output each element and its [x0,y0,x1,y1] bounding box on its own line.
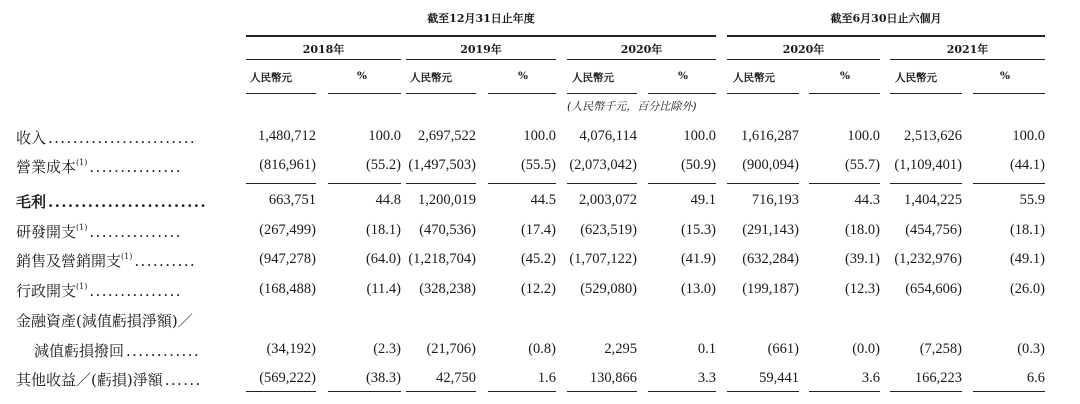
cell-amount: (900,094) [742,157,799,173]
row-label-text: 減值虧損撥回 [34,342,125,360]
rule-subtotal [488,183,556,184]
col-header-rmb-2020: 人民幣元 [572,72,614,84]
cell-amount: 130,866 [589,370,637,386]
rule-bottom [648,391,716,392]
cell-percent: (0.0) [852,341,880,357]
cell-percent: (45.2) [520,251,556,267]
cell-amount: (1,218,704) [408,251,476,267]
rule-sub [567,93,637,94]
year-header-2020-h1: 2020年 [782,43,825,56]
cell-amount: 59,441 [759,370,799,386]
rule-subtotal [406,183,476,184]
cell-amount: (470,536) [419,222,476,238]
cell-percent: 44.5 [530,192,556,208]
cell-percent: (44.1) [1009,157,1045,173]
year-header-2019: 2019年 [460,43,502,56]
cell-amount: (199,187) [742,281,799,297]
dot-leader: ............... [89,282,182,300]
cell-percent: (55.2) [365,157,401,173]
cell-amount: (947,278) [259,251,316,267]
cell-amount: (34,192) [266,341,316,357]
group-header-full-year: 截至12月31日止年度 [427,12,535,25]
rule-sub [406,93,476,94]
col-header-rmb-2020-h1: 人民幣元 [733,72,775,84]
row-label [16,156,182,177]
rule-subtotal [246,183,316,184]
cell-percent: (50.9) [680,157,716,173]
footnote-marker: (1) [76,223,88,232]
cell-percent: (11.4) [366,281,401,297]
cell-percent: (17.4) [520,222,556,238]
rule-six-months [727,35,1045,37]
cell-amount: 1,404,225 [904,192,962,208]
cell-percent: (15.3) [680,222,716,238]
cell-amount: (1,707,122) [569,251,637,267]
cell-percent: 100.0 [1012,128,1045,144]
rule-sub [890,93,962,94]
rule-full-year [246,35,716,37]
dot-leader: ............ [126,342,201,360]
footnote-marker: (1) [76,158,88,167]
unit-note: (人民幣千元，百分比除外) [567,100,697,113]
cell-percent: 100.0 [683,128,716,144]
cell-amount: (1,109,401) [894,157,962,173]
cell-percent: (55.7) [844,157,880,173]
cell-percent: 100.0 [368,128,401,144]
rule-bottom [809,391,880,392]
cell-percent: 44.8 [375,192,401,208]
cell-percent: 3.6 [861,370,880,386]
row-label-text: 營業成本 [16,158,77,176]
cell-amount: 4,076,114 [579,128,637,144]
cell-percent: (18.1) [365,222,401,238]
footnote-marker: (1) [76,282,88,291]
cell-amount: (454,756) [905,222,962,238]
cell-amount: (623,519) [580,222,637,238]
year-header-2020: 2020年 [620,43,663,56]
dot-leader: ........................ [48,193,207,211]
cell-percent: (0.3) [1017,341,1045,357]
rule-bottom [406,391,476,392]
cell-percent: (55.5) [520,157,556,173]
rule-subtotal [328,183,401,184]
rule-subtotal [648,183,716,184]
col-header-pct-2019: % [518,70,528,82]
cell-percent: 100.0 [523,128,556,144]
cell-amount: (267,499) [259,222,316,238]
rule-subtotal [809,183,880,184]
row-label-text: 毛利 [16,193,47,211]
rule-2021-h1 [890,59,1045,60]
dot-leader: ...... [164,371,202,389]
cell-amount: (328,238) [419,281,476,297]
col-header-rmb-2021-h1: 人民幣元 [895,72,937,84]
row-label [16,369,202,390]
cell-percent: 49.1 [690,192,716,208]
row-label-text: 收入 [16,129,47,147]
cell-percent: (12.3) [844,281,880,297]
rule-sub [973,93,1045,94]
year-header-2021-h1: 2021年 [946,43,989,56]
cell-percent: 0.1 [697,341,716,357]
cell-amount: (1,497,503) [408,157,476,173]
dot-leader: ............... [89,223,182,241]
row-label-text: 銷售及營銷開支 [16,252,122,270]
cell-amount: 166,223 [914,370,962,386]
rule-subtotal [973,183,1045,184]
cell-percent: (64.0) [365,251,401,267]
row-label-text: 其他收益／(虧損)淨額 [16,371,163,389]
rule-sub [488,93,556,94]
col-header-pct-2018: % [357,70,367,82]
cell-amount: (168,488) [259,281,316,297]
dot-leader: .......... [134,252,197,270]
cell-amount: (2,073,042) [569,157,637,173]
cell-percent: 44.3 [854,192,880,208]
rule-subtotal [890,183,962,184]
cell-amount: (21,706) [426,341,476,357]
cell-amount: 1,616,287 [741,128,799,144]
cell-percent: (26.0) [1009,281,1045,297]
row-label [16,250,196,271]
cell-percent: (38.3) [365,370,401,386]
cell-amount: (654,606) [905,281,962,297]
cell-amount: 1,200,019 [418,192,476,208]
cell-percent: (41.9) [680,251,716,267]
dot-leader: ............... [89,158,182,176]
cell-amount: (7,258) [919,341,962,357]
row-label-text: 研發開支 [16,223,77,241]
cell-amount: (291,143) [742,222,799,238]
rule-2018 [246,59,401,60]
rule-subtotal [727,183,799,184]
col-header-pct-2020: % [678,70,688,82]
cell-amount: 42,750 [436,370,476,386]
row-label [16,280,182,301]
cell-percent: (39.1) [844,251,880,267]
rule-bottom [567,391,637,392]
cell-percent: (49.1) [1009,251,1045,267]
row-label-text: 金融資產(減值虧損淨額)／ [16,312,193,330]
cell-percent: (2.3) [373,341,401,357]
cell-amount: (529,080) [580,281,637,297]
row-label-text: 行政開支 [16,282,77,300]
cell-amount: (661) [767,341,799,357]
cell-percent: 3.3 [697,370,716,386]
rule-bottom [890,391,962,392]
cell-percent: (18.0) [844,222,880,238]
dot-leader: ........................ [48,129,197,147]
cell-amount: 2,697,522 [418,128,476,144]
cell-amount: 1,480,712 [258,128,316,144]
col-header-pct-2021-h1: % [1000,70,1010,82]
cell-amount: (632,284) [742,251,799,267]
rule-bottom [328,391,401,392]
cell-amount: 2,295 [604,341,637,357]
cell-percent: (13.0) [680,281,716,297]
rule-subtotal [567,183,637,184]
rule-sub [246,93,316,94]
rule-2020-h1 [727,59,880,60]
rule-bottom [488,391,556,392]
cell-percent: 6.6 [1026,370,1045,386]
rule-sub [809,93,880,94]
col-header-rmb-2019: 人民幣元 [410,72,452,84]
rule-sub [727,93,799,94]
cell-amount: 2,513,626 [904,128,962,144]
cell-percent: (0.8) [528,341,556,357]
rule-2019 [406,59,556,60]
cell-percent: 55.9 [1019,192,1045,208]
row-label [16,310,193,331]
col-header-pct-2020-h1: % [840,70,850,82]
cell-amount: 716,193 [751,192,799,208]
year-header-2018: 2018年 [302,43,345,56]
rule-bottom [727,391,799,392]
cell-percent: 100.0 [847,128,880,144]
row-label [16,221,182,242]
cell-percent: (18.1) [1009,222,1045,238]
rule-2020 [567,59,716,60]
cell-amount: (1,232,976) [894,251,962,267]
rule-bottom [246,391,316,392]
cell-amount: (569,222) [259,370,316,386]
cell-amount: 663,751 [268,192,316,208]
cell-amount: 2,003,072 [579,192,637,208]
rule-sub [648,93,716,94]
row-label [34,340,200,361]
footnote-marker: (1) [121,252,133,261]
group-header-six-months: 截至6月30日止六個月 [830,12,942,25]
row-label [16,127,196,148]
cell-percent: 1.6 [537,370,556,386]
cell-amount: (816,961) [259,157,316,173]
col-header-rmb-2018: 人民幣元 [250,72,292,84]
cell-percent: (12.2) [520,281,556,297]
row-label [16,191,207,212]
rule-sub [328,93,401,94]
rule-bottom [973,391,1045,392]
